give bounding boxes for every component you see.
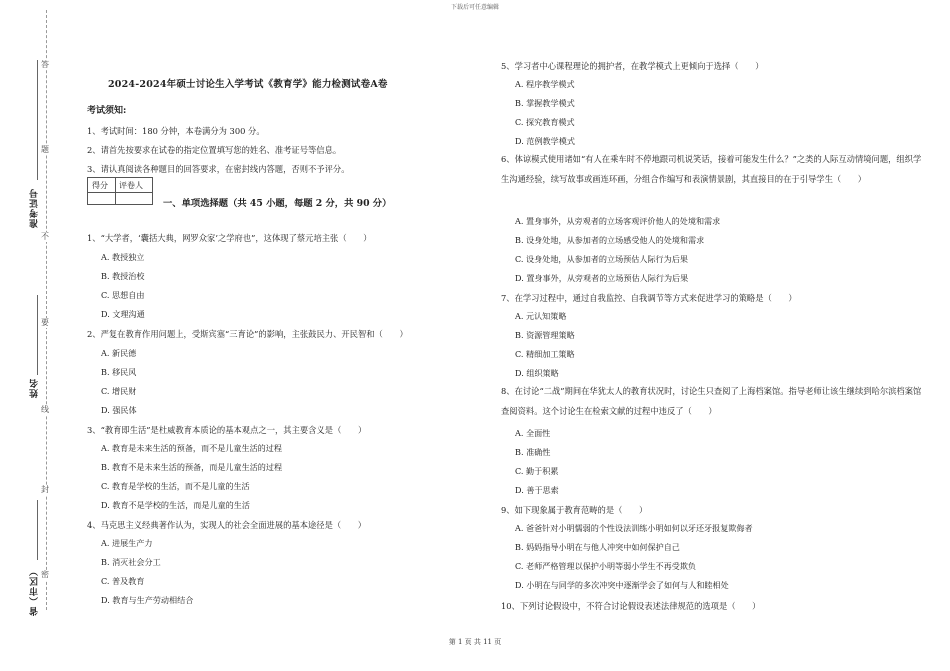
cut-char: 封 (41, 485, 49, 494)
paper-title: 2024-2024年硕士讨论生入学考试《教育学》能力检测试卷A卷 (108, 79, 388, 90)
option[interactable]: D. 范例教学模式 (515, 136, 575, 146)
option[interactable]: C. 教育是学校的生活，而不是儿童的生活 (101, 481, 250, 491)
note-item: 2、请首先按要求在试卷的指定位置填写您的姓名、准考证号等信息。 (87, 145, 342, 155)
score-label: 得分 (92, 181, 108, 190)
province-label: 省（市区） (30, 566, 40, 616)
option[interactable]: A. 教育是未来生活的预备，而不是儿童生活的过程 (101, 443, 282, 453)
option[interactable]: C. 思想自由 (101, 290, 145, 300)
option[interactable]: D. 教育不是学校的生活，而是儿童的生活 (101, 500, 250, 510)
cut-char: 要 (41, 318, 49, 327)
option[interactable]: A. 程序教学模式 (515, 79, 575, 89)
option[interactable]: B. 教授治校 (101, 271, 145, 281)
option[interactable]: C. 探究教育模式 (515, 117, 575, 127)
name-blank[interactable] (37, 295, 38, 375)
cut-char: 密 (41, 570, 49, 579)
option[interactable]: D. 善于思索 (515, 485, 559, 495)
option[interactable]: B. 教育不是未来生活的预备，而是儿童生活的过程 (101, 462, 283, 472)
option[interactable]: D. 小明在与同学的多次冲突中逐渐学会了如何与人和睦相处 (515, 580, 729, 590)
question-text: 3、“教育即生活”是杜威教育本质论的基本观点之一，其主要含义是（ ） (87, 425, 367, 435)
notes-heading: 考试须知: (87, 106, 127, 116)
option[interactable]: B. 资源管理策略 (515, 330, 575, 340)
question-text: 10、下列讨论假设中，不符合讨论假设表述法律规范的选项是（ ） (501, 601, 761, 611)
cut-line (46, 10, 47, 610)
cut-char: 线 (41, 405, 49, 414)
exam-number-blank[interactable] (37, 60, 38, 180)
header-note: 下载后可任意编辑 (450, 4, 499, 11)
option[interactable]: B. 移民风 (101, 367, 137, 377)
score-box (87, 177, 153, 205)
exam-number-label: 准考证号 (30, 188, 40, 228)
option[interactable]: B. 掌握教学模式 (515, 98, 575, 108)
option[interactable]: A. 爸爸针对小明懦弱的个性设法训练小明如何以牙还牙报复欺侮者 (515, 523, 753, 533)
note-item: 3、请认真阅读各种题目的回答要求，在密封线内答题，否则不予评分。 (87, 164, 350, 174)
option[interactable]: D. 强民体 (101, 405, 137, 415)
cut-char: 题 (41, 145, 49, 154)
option[interactable]: C. 设身处地，从参加者的立场预估人际行为后果 (515, 254, 688, 264)
option[interactable]: A. 教授独立 (101, 252, 145, 262)
page-footer: 第 1 页 共 11 页 (448, 638, 502, 646)
question-text: 8、在讨论“二战”期间在华犹太人的教育状况时，讨论生只查阅了上海档案馆。指导老师让该生继续到哈尔滨档案馆查阅资料。这个讨论生在检索文献的过程中违反了（ ） (501, 386, 922, 416)
option[interactable]: B. 准确性 (515, 447, 551, 457)
option[interactable]: A. 全面性 (515, 428, 551, 438)
cut-char: 不 (41, 232, 49, 241)
option[interactable]: B. 消灭社会分工 (101, 557, 161, 567)
option[interactable]: D. 文理沟通 (101, 309, 145, 319)
question-text: 1、“大学者，‘囊括大典，网罗众家’之学府也”，这体现了蔡元培主张（ ） (87, 233, 372, 243)
option[interactable]: B. 设身处地，从参加者的立场感受他人的处境和需求 (515, 235, 705, 245)
note-item: 1、考试时间：180 分钟，本卷满分为 300 分。 (87, 126, 265, 136)
option[interactable]: C. 精细加工策略 (515, 349, 575, 359)
option[interactable]: A. 新民德 (101, 348, 137, 358)
option[interactable]: A. 进展生产力 (101, 538, 153, 548)
option[interactable]: C. 增民财 (101, 386, 137, 396)
option[interactable]: A. 元认知策略 (515, 311, 567, 321)
province-blank[interactable] (37, 500, 38, 560)
question-text: 9、如下现象属于教育范畴的是（ ） (501, 505, 648, 515)
option[interactable]: C. 勤于积累 (515, 466, 559, 476)
option[interactable]: A. 置身事外，从旁观者的立场客观评价他人的处境和需求 (515, 216, 721, 226)
option[interactable]: D. 教育与生产劳动相结合 (101, 595, 194, 605)
option[interactable]: D. 置身事外，从旁观者的立场预估人际行为后果 (515, 273, 689, 283)
option[interactable]: B. 妈妈指导小明在与他人冲突中如何保护自己 (515, 542, 680, 552)
option[interactable]: D. 组织策略 (515, 368, 559, 378)
question-text: 5、学习者中心课程理论的拥护者，在教学模式上更倾向于选择（ ） (501, 61, 764, 71)
option[interactable]: C. 老师严格管理以保护小明等弱小学生不再受欺负 (515, 561, 697, 571)
question-text: 7、在学习过程中，通过自我监控、自我调节等方式来促进学习的策略是（ ） (501, 293, 797, 303)
name-label: 姓名 (30, 378, 40, 398)
question-text: 4、马克思主义经典著作认为，实现人的社会全面进展的基本途径是（ ） (87, 520, 367, 530)
question-text: 6、体谅模式使用诸如“有人在乘车时不停地跟司机说笑话，接着可能发生什么？”之类的人际互动情境问题，组织学生沟通经验，续写故事或画连环画，分组合作编写和表演情景剧，其直接目的在于引导学生（ ） (501, 154, 922, 184)
question-text: 2、严复在教育作用问题上，受斯宾塞“三育论”的影响，主张鼓民力、开民智和（ ） (87, 329, 408, 339)
cut-char: 答 (41, 60, 49, 69)
section-heading: 一、单项选择题（共 45 小题，每题 2 分，共 90 分） (163, 198, 392, 209)
grader-label: 评卷人 (119, 181, 143, 190)
option[interactable]: C. 普及教育 (101, 576, 145, 586)
